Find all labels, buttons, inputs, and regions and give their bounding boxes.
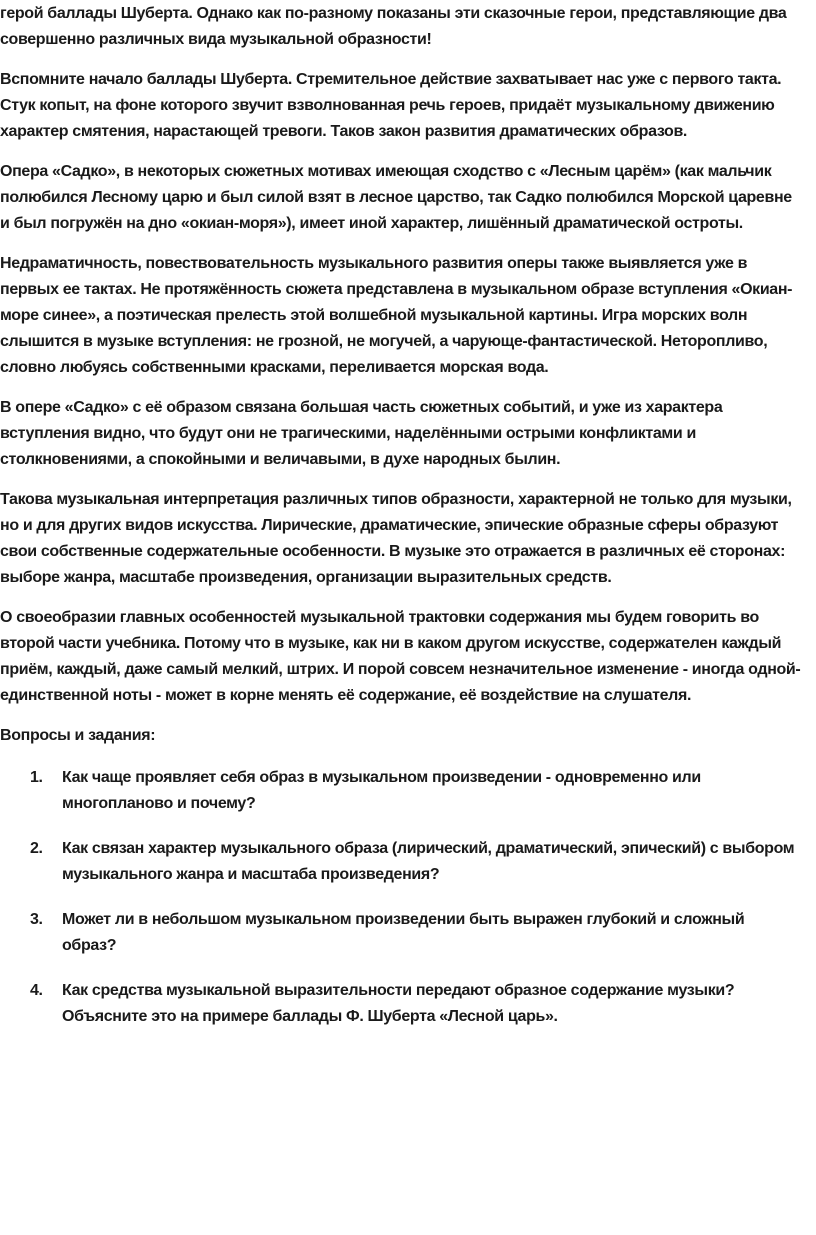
question-number: 4.: [30, 982, 43, 999]
question-number: 1.: [30, 769, 43, 786]
question-text: Может ли в небольшом музыкальном произведении быть выражен глубокий и сложный образ?: [62, 911, 745, 954]
paragraph-3: Опера «Садко», в некоторых сюжетных мотивах имеющая сходство с «Лесным царём» (как мальчик полюбился Лесному царю и был силой взят в лесное царство, так Садко полюбился Морской царевне и был погружён на дно «окиан-моря»), имеет иной характер, лишённый драматической остроты.: [0, 163, 792, 232]
paragraph-5: В опере «Садко» с её образом связана большая часть сюжетных событий, и уже из характера вступления видно, что будут они не трагическими, наделёнными острыми конфликтами и столкновениями, а спокойными и величавыми, в духе народных былин.: [0, 399, 723, 468]
question-text: Как средства музыкальной выразительности передают образное содержание музыки? Объясните это на примере баллады Ф. Шуберта «Лесной царь».: [62, 982, 735, 1025]
paragraph-2: Вспомните начало баллады Шуберта. Стремительное действие захватывает нас уже с первого такта. Стук копыт, на фоне которого звучит взволнованная речь героев, придаёт музыкальному движению характер смятения, нарастающей тревоги. Таков закон развития драматических образов.: [0, 71, 782, 140]
question-text: Как чаще проявляет себя образ в музыкальном произведении - одновременно или многопланово и почему?: [62, 769, 701, 812]
paragraph-4: Недраматичность, повествовательность музыкального развития оперы также выявляется уже в первых ее тактах. Не протяжённость сюжета представлена в музыкальном образе вступления «Окиан-море синее», а поэтическая прелесть этой волшебной музыкальной картины. Игра морских волн слышится в музыке вступления: не грозной, не могучей, а чарующе-фантастической. Неторопливо, словно любуясь собственными красками, переливается морская вода.: [0, 255, 793, 376]
question-number: 3.: [30, 911, 43, 928]
question-number: 2.: [30, 840, 43, 857]
question-item: [0, 765, 802, 817]
questions-list: [0, 765, 802, 1030]
paragraph-6: Такова музыкальная интерпретация различных типов образности, характерной не только для музыки, но и для других видов искусства. Лирические, драматические, эпические образные сферы образуют свои собственные содержательные особенности. В музыке это отражается в различных её сторонах: выборе жанра, масштабе произведения, организации выразительных средств.: [0, 491, 792, 586]
questions-heading: Вопросы и задания:: [0, 727, 156, 744]
question-item: [0, 836, 802, 888]
question-item: [0, 978, 802, 1030]
question-text: Как связан характер музыкального образа (лирический, драматический, эпический) с выбором музыкального жанра и масштаба произведения?: [62, 840, 795, 883]
question-item: [0, 907, 802, 959]
paragraph-7: О своеобразии главных особенностей музыкальной трактовки содержания мы будем говорить во второй части учебника. Потому что в музыке, как ни в каком другом искусстве, содержателен каждый приём, каждый, даже самый мелкий, штрих. И порой совсем незначительное изменение - иногда одной-единственной ноты - может в корне менять её содержание, её воздействие на слушателя.: [0, 609, 801, 704]
paragraph-1: герой баллады Шуберта. Однако как по-разному показаны эти сказочные герои, представляющие два совершенно различных вида музыкальной образности!: [0, 5, 787, 48]
